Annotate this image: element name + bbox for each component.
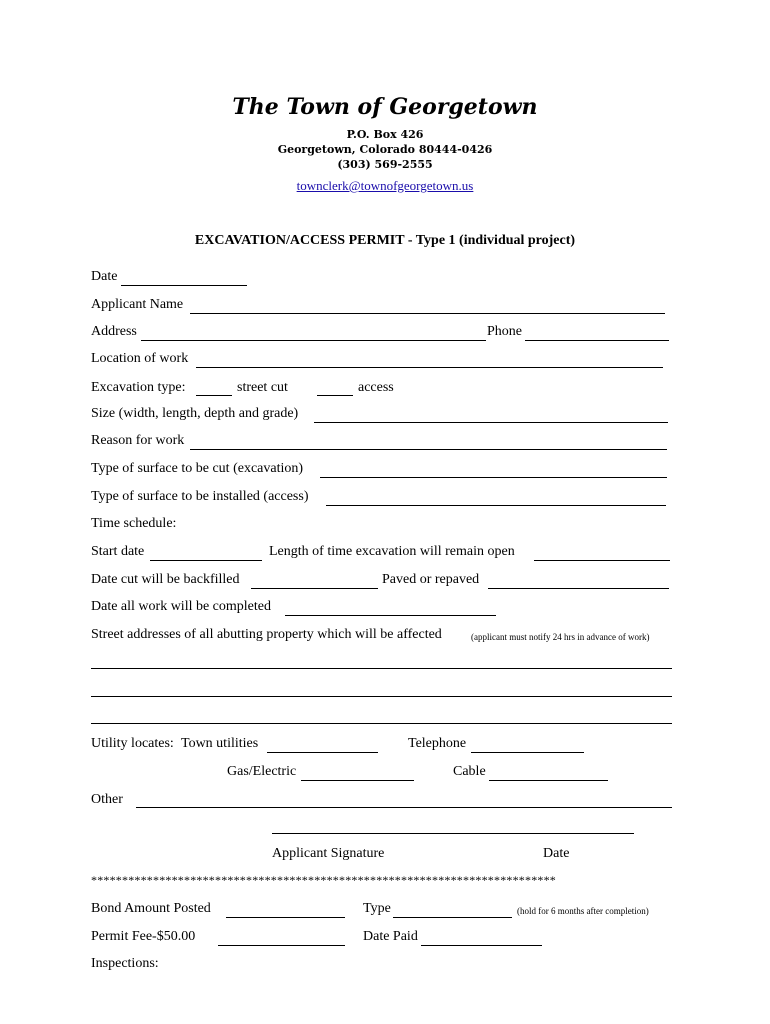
permit-title: EXCAVATION/ACCESS PERMIT - Type 1 (individual project)	[194, 233, 576, 248]
access-label: access	[358, 380, 394, 395]
gas-electric-label: Gas/Electric	[227, 764, 297, 779]
signature-date-label: Date	[543, 846, 570, 861]
gas-electric-field[interactable]	[301, 780, 414, 781]
town-title: The Town of Georgetown	[232, 94, 538, 120]
cable-field[interactable]	[489, 780, 608, 781]
start-date-label: Start date	[91, 544, 145, 559]
permit-fee-label: Permit Fee-$50.00	[91, 929, 196, 944]
backfilled-field[interactable]	[251, 588, 378, 589]
phone-field[interactable]	[525, 340, 669, 341]
date-field[interactable]	[121, 285, 247, 286]
time-schedule-label: Time schedule:	[91, 516, 177, 531]
utility-locates-label: Utility locates:	[91, 736, 174, 751]
street-address-line-3[interactable]	[91, 723, 672, 724]
permit-fee-field[interactable]	[218, 945, 345, 946]
po-box: P.O. Box 426	[346, 128, 424, 141]
size-label: Size (width, length, depth and grade)	[91, 406, 299, 421]
access-field[interactable]	[317, 395, 353, 396]
phone-label: Phone	[487, 324, 522, 339]
signature-field[interactable]	[272, 833, 634, 834]
telephone-field[interactable]	[471, 752, 584, 753]
backfilled-label: Date cut will be backfilled	[91, 572, 240, 587]
email-link[interactable]: townclerk@townofgeorgetown.us	[296, 178, 474, 193]
type-note: (hold for 6 months after completion)	[517, 906, 649, 916]
street-addresses-note: (applicant must notify 24 hrs in advance of work)	[471, 632, 650, 642]
bond-label: Bond Amount Posted	[91, 901, 211, 916]
reason-label: Reason for work	[91, 433, 185, 448]
excavation-type-label: Excavation type:	[91, 380, 186, 395]
applicant-name-field[interactable]	[190, 313, 665, 314]
street-address-line-1[interactable]	[91, 668, 672, 669]
bond-field[interactable]	[226, 917, 345, 918]
town-utilities-field[interactable]	[267, 752, 378, 753]
surface-cut-label: Type of surface to be cut (excavation)	[91, 461, 304, 476]
other-label: Other	[91, 792, 123, 807]
separator: ***************************************************************************	[91, 873, 556, 887]
type-label: Type	[363, 901, 391, 916]
date-paid-field[interactable]	[421, 945, 542, 946]
inspections-label: Inspections:	[91, 956, 159, 971]
street-address-line-2[interactable]	[91, 696, 672, 697]
paved-field[interactable]	[488, 588, 669, 589]
completed-field[interactable]	[285, 615, 496, 616]
street-cut-field[interactable]	[196, 395, 232, 396]
length-time-label: Length of time excavation will remain open	[269, 544, 515, 559]
start-date-field[interactable]	[150, 560, 262, 561]
surface-cut-field[interactable]	[320, 477, 667, 478]
date-paid-label: Date Paid	[363, 929, 418, 944]
address-label: Address	[91, 324, 137, 339]
other-field[interactable]	[136, 807, 672, 808]
cable-label: Cable	[453, 764, 486, 779]
reason-field[interactable]	[190, 449, 667, 450]
town-phone: (303) 569-2555	[337, 158, 433, 171]
city-line: Georgetown, Colorado 80444-0426	[277, 143, 493, 156]
type-field[interactable]	[393, 917, 512, 918]
street-cut-label: street cut	[237, 380, 288, 395]
applicant-name-label: Applicant Name	[91, 297, 184, 312]
telephone-label: Telephone	[408, 736, 467, 751]
surface-installed-field[interactable]	[326, 505, 666, 506]
location-label: Location of work	[91, 351, 189, 366]
town-utilities-label: Town utilities	[181, 736, 259, 751]
date-label: Date	[91, 269, 118, 284]
length-time-field[interactable]	[534, 560, 670, 561]
address-field[interactable]	[141, 340, 486, 341]
location-field[interactable]	[196, 367, 663, 368]
signature-label: Applicant Signature	[272, 846, 385, 861]
surface-installed-label: Type of surface to be installed (access)	[91, 489, 309, 504]
completed-label: Date all work will be completed	[91, 599, 271, 614]
size-field[interactable]	[314, 422, 668, 423]
paved-label: Paved or repaved	[382, 572, 480, 587]
street-addresses-label: Street addresses of all abutting property which will be affected	[91, 627, 442, 642]
